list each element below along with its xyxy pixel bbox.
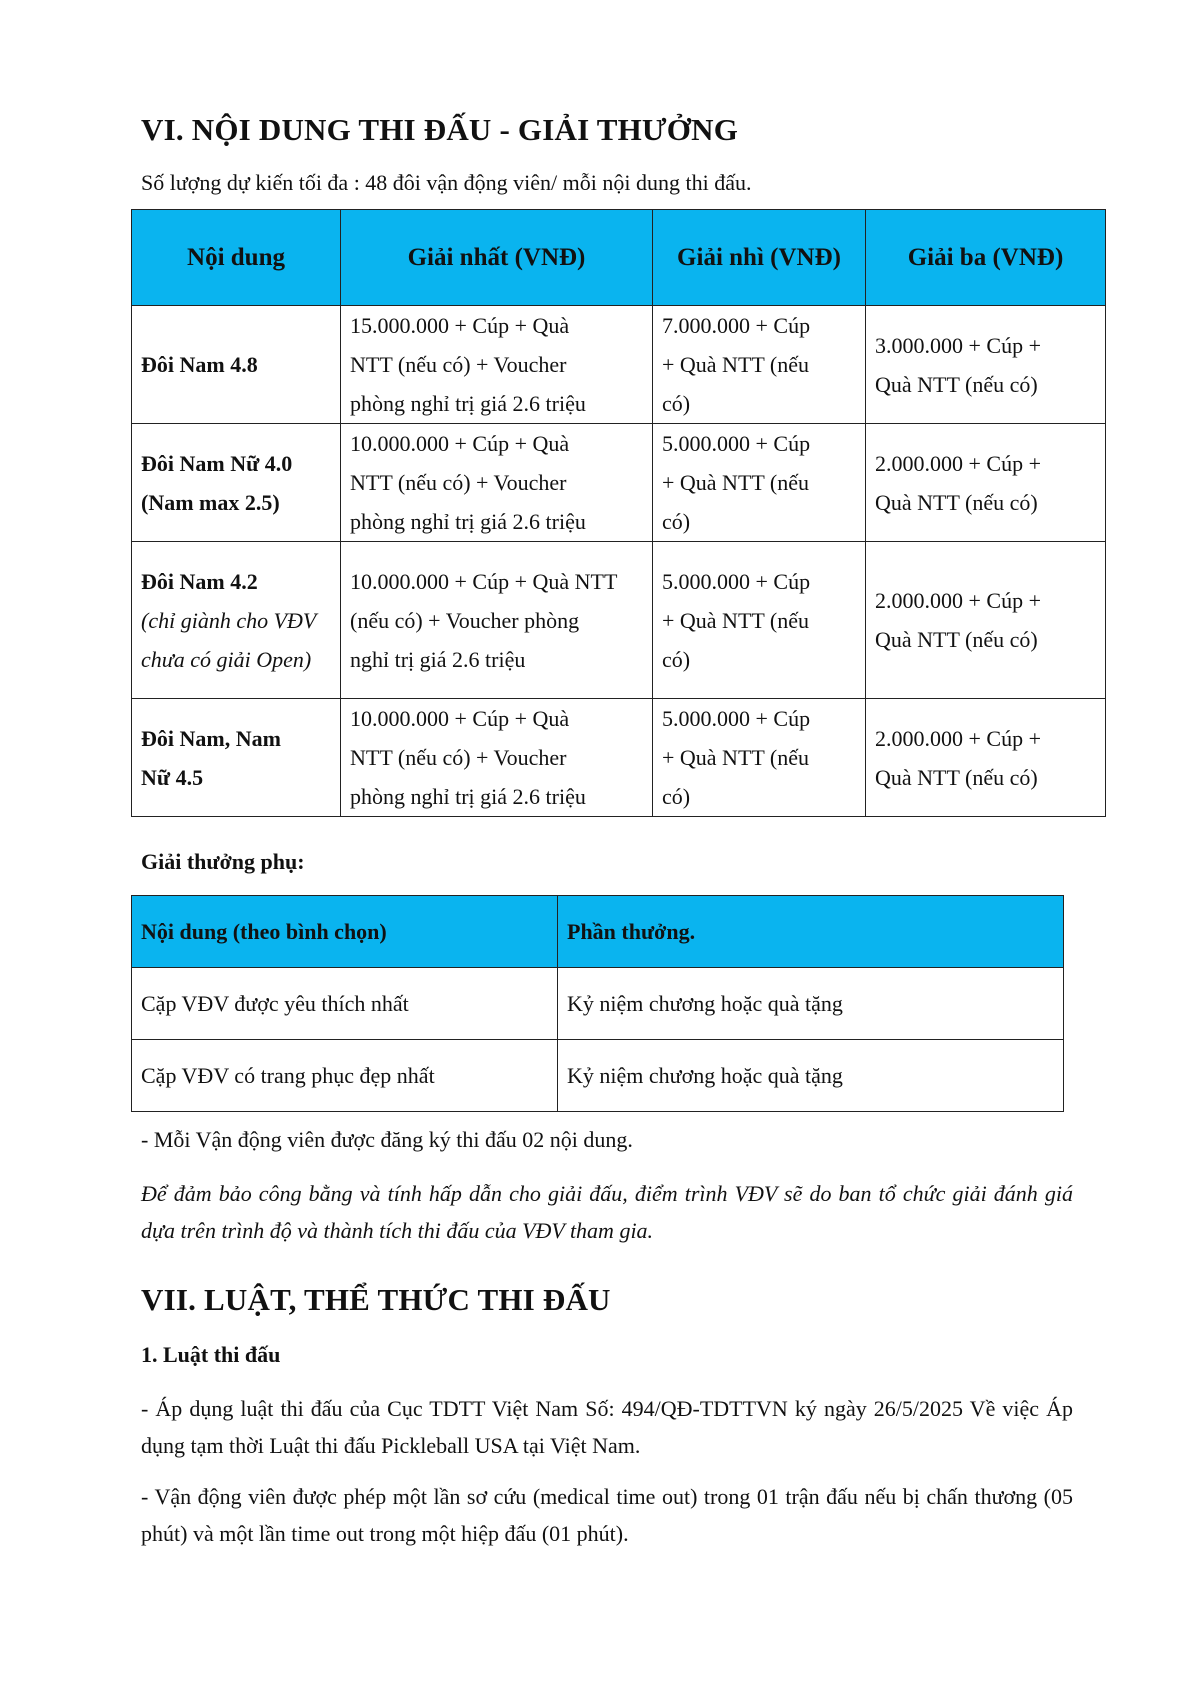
header-category: Nội dung — [132, 210, 341, 306]
second-prize-cell: 5.000.000 + Cúp + Quà NTT (nếu có) — [653, 424, 866, 542]
table-row — [132, 699, 1106, 817]
side-reward-cell: Kỷ niệm chương hoặc quà tặng — [558, 968, 1064, 1040]
prize-table — [131, 209, 1106, 817]
header-third-prize: Giải ba (VNĐ) — [866, 210, 1106, 306]
section-7-heading: VII. LUẬT, THỂ THỨC THI ĐẤU — [141, 1282, 611, 1317]
header-second-prize: Giải nhì (VNĐ) — [653, 210, 866, 306]
header-side-reward: Phần thưởng. — [558, 896, 1064, 968]
third-prize-cell: 2.000.000 + Cúp + Quà NTT (nếu có) — [866, 424, 1106, 542]
second-prize-cell: 5.000.000 + Cúp + Quà NTT (nếu có) — [653, 699, 866, 817]
side-category-cell: Cặp VĐV có trang phục đẹp nhất — [132, 1040, 558, 1112]
first-prize-cell: 15.000.000 + Cúp + Quà NTT (nếu có) + Voucher phòng nghỉ trị giá 2.6 triệu — [341, 306, 653, 424]
third-prize-cell: 2.000.000 + Cúp + Quà NTT (nếu có) — [866, 542, 1106, 699]
first-prize-cell: 10.000.000 + Cúp + Quà NTT (nếu có) + Voucher phòng nghỉ trị giá 2.6 triệu — [341, 542, 653, 699]
category-cell: Đôi Nam 4.8 — [132, 306, 341, 424]
side-reward-cell: Kỷ niệm chương hoặc quà tặng — [558, 1040, 1064, 1112]
rules-paragraph-1: - Áp dụng luật thi đấu của Cục TDTT Việt Nam Số: 494/QĐ-TDTTVN ký ngày 26/5/2025 Về việc Áp dụng tạm thời Luật thi đấu Pickleball USA tại Việt Nam. — [141, 1396, 1073, 1458]
header-side-category: Nội dung (theo bình chọn) — [132, 896, 558, 968]
third-prize-cell: 2.000.000 + Cúp + Quà NTT (nếu có) — [866, 699, 1106, 817]
table-row — [132, 306, 1106, 424]
side-prizes-header-row — [132, 896, 1064, 968]
category-cell: Đôi Nam 4.2 (chỉ giành cho VĐV chưa có giải Open) — [132, 542, 341, 699]
third-prize-cell: 3.000.000 + Cúp + Quà NTT (nếu có) — [866, 306, 1106, 424]
category-cell: Đôi Nam, Nam Nữ 4.5 — [132, 699, 341, 817]
first-prize-cell: 10.000.000 + Cúp + Quà NTT (nếu có) + Voucher phòng nghỉ trị giá 2.6 triệu — [341, 699, 653, 817]
category-cell: Đôi Nam Nữ 4.0 (Nam max 2.5) — [132, 424, 341, 542]
header-first-prize: Giải nhất (VNĐ) — [341, 210, 653, 306]
side-prizes-title: Giải thưởng phụ: — [141, 849, 305, 874]
second-prize-cell: 7.000.000 + Cúp + Quà NTT (nếu có) — [653, 306, 866, 424]
table-row — [132, 424, 1106, 542]
table-row — [132, 1040, 1064, 1112]
section-7-subheading: 1. Luật thi đấu — [141, 1342, 281, 1367]
prize-table-header-row — [132, 210, 1106, 306]
second-prize-cell: 5.000.000 + Cúp + Quà NTT (nếu có) — [653, 542, 866, 699]
first-prize-cell: 10.000.000 + Cúp + Quà NTT (nếu có) + Voucher phòng nghỉ trị giá 2.6 triệu — [341, 424, 653, 542]
table-row — [132, 542, 1106, 699]
section-6-intro: Số lượng dự kiến tối đa : 48 đôi vận động viên/ mỗi nội dung thi đấu. — [141, 170, 752, 195]
category-note: (chỉ giành cho VĐV chưa có giải Open) — [141, 607, 316, 672]
registration-note: - Mỗi Vận động viên được đăng ký thi đấu 02 nội dung. — [141, 1127, 633, 1152]
rules-paragraph-2: - Vận động viên được phép một lần sơ cứu (medical time out) trong 01 trận đấu nếu bị chấn thương (05 phút) và một lần time out trong một hiệp đấu (01 phút). — [141, 1484, 1073, 1546]
section-6-heading: VI. NỘI DUNG THI ĐẤU - GIẢI THƯỞNG — [141, 112, 739, 147]
side-category-cell: Cặp VĐV được yêu thích nhất — [132, 968, 558, 1040]
side-prizes-table — [131, 895, 1064, 1112]
table-row — [132, 968, 1064, 1040]
fairness-note: Để đảm bảo công bằng và tính hấp dẫn cho giải đấu, điểm trình VĐV sẽ do ban tổ chức giải đánh giá dựa trên trình độ và thành tích thi đấu của VĐV tham gia. — [141, 1181, 1073, 1243]
